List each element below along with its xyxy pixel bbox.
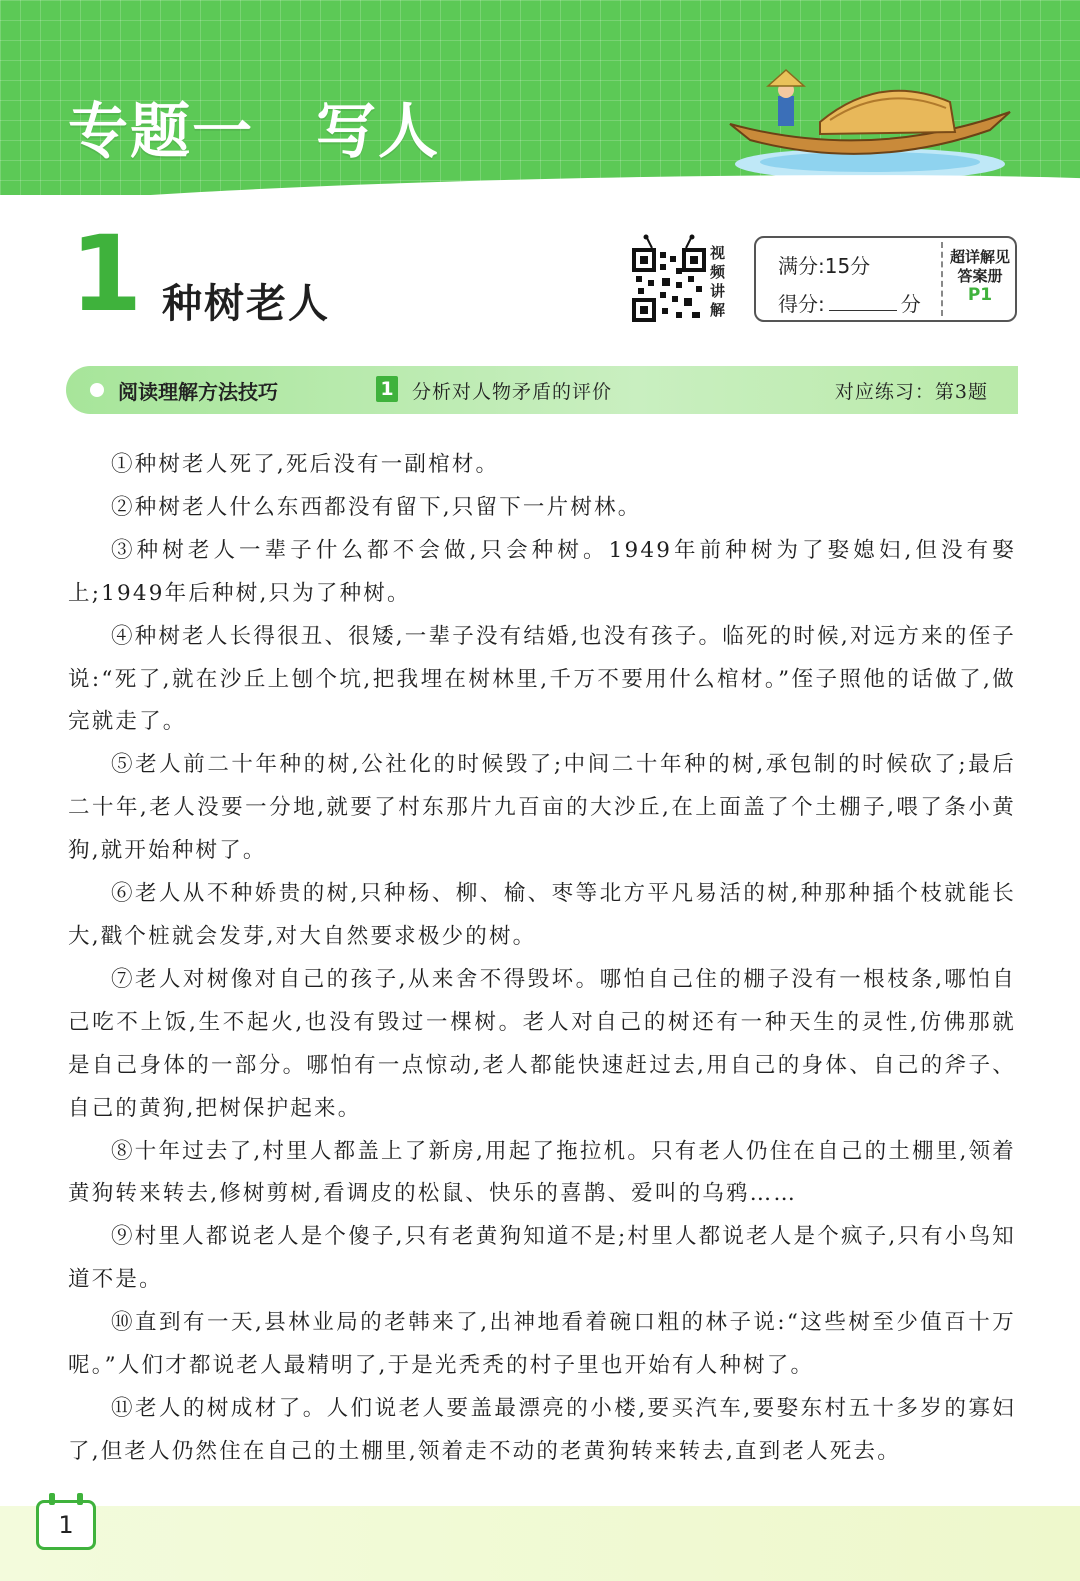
answer-ref-text: 超详解见答案册 xyxy=(949,248,1010,285)
paragraph: ⑥老人从不种娇贵的树,只种杨、柳、榆、枣等北方平凡易活的树,种那种插个枝就能长大,戳个桩就会发芽,对大自然要求极少的树。 xyxy=(68,881,1016,949)
footer-strip xyxy=(0,1506,1080,1581)
paragraph: ⑧十年过去了,村里人都盖上了新房,用起了拖拉机。只有老人仍住在自己的土棚里,领着黄狗转来转去,修树剪树,看调皮的松鼠、快乐的喜鹊、爱叫的乌鸦…… xyxy=(68,1138,1016,1207)
method-number-badge: 1 xyxy=(376,376,398,402)
score-input-blank[interactable] xyxy=(829,292,897,311)
paragraph: ⑩直到有一天,县林业局的老韩来了,出神地看着碗口粗的林子说:“这些树至少值百十万呢。”人们才都说老人最精明了,于是光秃秃的村子里也开始有人种树了。 xyxy=(68,1310,1016,1379)
method-label: 阅读理解方法技巧 xyxy=(118,380,278,404)
bullet-dot-icon xyxy=(90,383,104,397)
qr-code-icon[interactable] xyxy=(632,234,706,322)
method-bar xyxy=(66,366,1018,414)
full-score: 满分:15分 xyxy=(778,254,871,278)
page-number-badge xyxy=(36,1500,96,1550)
paragraph: ①种树老人死了,死后没有一副棺材。 xyxy=(111,452,500,477)
boat-illustration xyxy=(720,62,1020,182)
answer-reference xyxy=(946,248,1014,305)
method-description: 分析对人物矛盾的评价 xyxy=(412,381,613,403)
practice-reference: 对应练习：第3题 xyxy=(834,381,988,403)
topic-title: 专题一 写人 xyxy=(68,97,440,167)
score-box xyxy=(754,236,1017,322)
answer-ref-page: P1 xyxy=(967,285,993,305)
paragraph: ⑨村里人都说老人是个傻子,只有老黄狗知道不是;村里人都说老人是个疯子,只有小鸟知道不是。 xyxy=(68,1224,1016,1293)
paragraph: ⑦老人对树像对自己的孩子,从来舍不得毁坏。哪怕自己住的棚子没有一根枝条,哪怕自己吃不上饭,生不起火,也没有毁过一棵树。老人对自己的树还有一种天生的灵性,仿佛那就是自己身体的一部分。哪怕有一点惊动,老人都能快速赶过去,用自己的身体、自己的斧子、自己的黄狗,把树保护起来。 xyxy=(68,966,1016,1121)
article-body xyxy=(68,444,1016,1474)
score-label: 得分: xyxy=(778,292,825,316)
lesson-number: 1 xyxy=(70,213,143,335)
paragraph: ④种树老人长得很丑、很矮,一辈子没有结婚,也没有孩子。临死的时候,对远方来的侄子说:“死了,就在沙丘上刨个坑,把我埋在树林里,千万不要用什么棺材。”侄子照他的话做了,做完就走了。 xyxy=(68,623,1016,735)
paragraph: ②种树老人什么东西都没有留下,只留下一片树林。 xyxy=(111,494,642,520)
score-unit: 分 xyxy=(900,292,921,316)
paragraph: ③种树老人一辈子什么都不会做,只会种树。1949年前种树为了娶媳妇,但没有娶上;1949年后种树,只为了种树。 xyxy=(68,537,1016,606)
header-banner xyxy=(0,0,1080,195)
paragraph: ⑪老人的树成材了。人们说老人要盖最漂亮的小楼,要买汽车,要娶东村五十多岁的寡妇了,但老人仍然住在自己的土棚里,领着走不动的老黄狗转来转去,直到老人死去。 xyxy=(68,1395,1016,1464)
page-number: 1 xyxy=(58,1511,74,1539)
lesson-title: 种树老人 xyxy=(162,281,330,327)
video-explanation-label: 视频讲解 xyxy=(710,244,726,319)
score-entry xyxy=(778,288,921,317)
paragraph: ⑤老人前二十年种的树,公社化的时候毁了;中间二十年种的树,承包制的时候砍了;最后二十年,老人没要一分地,就要了村东那片九百亩的大沙丘,在上面盖了个土棚子,喂了条小黄狗,就开始种树了。 xyxy=(68,752,1016,864)
